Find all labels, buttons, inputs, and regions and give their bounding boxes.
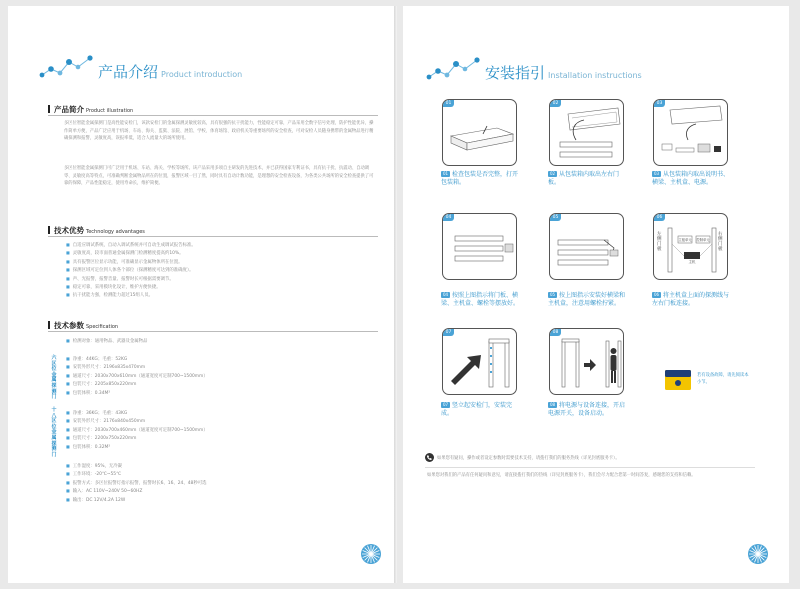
step-number: 08: [550, 329, 561, 336]
list-item: ■ 输入：AC 110V~240V 50~60HZ: [66, 487, 207, 495]
step-number: 02: [550, 100, 561, 107]
page-title-cn: 产品介绍: [98, 63, 159, 81]
service-text: 如果您有疑问，操作或者设定参数时需要技术支持，请拨打我们的服务热线（详见封底服务卡）。: [437, 456, 620, 461]
step-8-caption: 08 将电源与设备连接，开启电源开关，设备启动。: [548, 402, 626, 417]
list-item: ■ 声、光报警，报警音量、报警时长可根据需要调节。: [66, 275, 196, 283]
list-item: ■ 安装外形尺寸：2196x835x470mm: [66, 363, 208, 371]
list-item: ■ 通道尺寸：2030x700x460mm（通道宽度可定制700~1500mm）: [66, 426, 208, 434]
list-item: ■ 包装尺寸：2205x850x220mm: [66, 380, 208, 388]
list-item: ■ 工作湿度：95%，无冷凝: [66, 462, 207, 470]
tip-text: 若有设备故障，请先阅读本小节。: [697, 373, 749, 385]
page-corner-burst-icon: [747, 543, 769, 565]
divider: [48, 236, 378, 237]
model-b-specs: [66, 409, 208, 451]
step-number: 03: [654, 100, 665, 107]
section-heading-illustration: 产品简介 Product illustration: [48, 104, 133, 115]
step-5-image: [549, 213, 624, 280]
paragraph-1: 多区位智能金属探测门是高性能安检门，该款安检门的金属探测灵敏度较高，具有很强的抗干扰能力，性能稳定可靠，产品采用全数字信号处理，防护性能优异，操作简单方便，产品广泛应用于机场、车站、海关、监狱、法院、展馆、学校、体育场馆、政府机关等重要场所的安全检查，可对安检人员随身携带的金属物品进行精确探测和报警，灵敏度高，误报率低，适合人流量大的场所使用。: [64, 121, 374, 142]
list-item: ■ 包装尺寸：2200x750x220mm: [66, 434, 208, 442]
step-2-image: [549, 99, 624, 166]
right-page: [403, 6, 789, 583]
section-heading-advantages: 技术优势 Technology advantages: [48, 225, 145, 236]
page-fold: [394, 6, 397, 583]
list-item: ■ 自适应调试系统，自动入调试系统并可自动生成调试报告标准。: [66, 241, 196, 249]
step-7-caption: 07 竖立起安检门，安装完成。: [441, 402, 513, 417]
step-number: 04: [443, 214, 454, 221]
step-6-caption: 06 将主机盒上面的探测线与左右门板连接。: [652, 292, 730, 307]
page-title-cn: 安装指引: [485, 64, 546, 82]
spec-material: [66, 337, 147, 345]
step-5-caption: 05 按上图指示安装好横梁和主机盒，注意用螺栓拧紧。: [548, 292, 626, 307]
step-2-caption: 02 从包装箱内取出左右门板。: [548, 171, 620, 186]
molecule-logo-icon: [425, 56, 485, 82]
step-number: 01: [443, 100, 454, 107]
page-title-en: Installation instructions: [548, 71, 642, 80]
step-number: 05: [550, 214, 561, 221]
model-a-specs: [66, 355, 208, 397]
list-item: ■ 净重：44KG；毛重：52KG: [66, 355, 208, 363]
step-4-image: [442, 213, 517, 280]
step-number: 07: [443, 329, 454, 336]
step-number: 06: [654, 214, 665, 221]
list-item: ■ 工作环境：-20℃~55℃: [66, 470, 207, 478]
step-4-caption: 04 按照上图指示将门板、横梁、主机盒、螺栓等摆放好。: [441, 292, 520, 307]
diagram-module-2: 控制单元: [696, 238, 710, 242]
divider: [48, 331, 378, 332]
step-3-image: [653, 99, 728, 166]
list-item: ■ 净重：36KG；毛重：43KG: [66, 409, 208, 417]
step-3-caption: 03 从包装箱内取出说明书、横梁、主机盒、电源。: [652, 171, 730, 186]
common-specs: [66, 462, 207, 504]
divider: [48, 115, 378, 116]
page-title: [98, 61, 242, 82]
list-item: ■ 包装体积：0.34M³: [66, 389, 208, 397]
list-item: ■ 抗干扰能力强，检测能力超过15组人员。: [66, 291, 196, 299]
step-1-image: [442, 99, 517, 166]
advantages-list: [66, 241, 196, 300]
list-item: ■ 输出：DC 12V/4.2A 12W: [66, 496, 207, 504]
list-item: ■ 稳定可靠，采用模块化设计，维护方便快捷。: [66, 283, 196, 291]
page-title-en: Product introduction: [161, 70, 243, 79]
diagram-host: 主机: [688, 260, 696, 264]
list-item: ■ 探测区域可定位到人体各个部位（探测精度可达到的准确度）。: [66, 266, 196, 274]
divider: [425, 467, 755, 468]
page-title: [485, 62, 642, 83]
list-item: ■ 通道尺寸：2030x700x610mm（通道宽度可定制700~1500mm）: [66, 372, 208, 380]
step-8-image: [549, 328, 624, 395]
model-a-label: 六区位金属探测门: [51, 355, 57, 401]
list-item: ■ 包装体积：0.32M³: [66, 443, 208, 451]
diagram-module-1: 主板单元: [678, 238, 692, 242]
step-7-image: [442, 328, 517, 395]
model-b-label: 十八区位金属探测门: [51, 407, 57, 458]
left-page: [8, 6, 394, 583]
list-item: ■ 灵敏度高，较市面普通金属探测门检测精度提高约10%。: [66, 249, 196, 257]
step-1-caption: 01 检查包装是否完整，打开包装箱。: [441, 171, 519, 186]
page-corner-burst-icon: [360, 543, 382, 565]
molecule-logo-icon: [38, 54, 98, 80]
step-6-image: [653, 213, 728, 280]
list-item: ■ 安装外形尺寸：2176x840x450mm: [66, 417, 208, 425]
paragraph-2: 多区位智能金属探测门可广泛用于机场、车站、海关、学校等场所。该产品采用多项自主研发的先进技术，并已获得国家专利证书，具有抗干扰、抗震动、自动调零、灵敏度高等特点，可准确判断金属物品所在的位置，报警区域一目了然，同时具有自动计数功能，是理想的安全检查设备，为各类公共场所的安全检查提供了可靠的保障，产品性能稳定，使用寿命长，维护简便。: [64, 166, 374, 187]
list-item: ■ 检测对象：通用物品、武器及金属物品: [66, 337, 147, 345]
feedback-text: 如果您对我们的产品有任何疑问和意见，请直接拨打我们的热线（详见封底服务卡），我们会尽力配合您第一时间答复，感谢您的支持和信赖。: [427, 473, 696, 478]
diagram-right-door-label: 右侧门板: [718, 232, 723, 252]
diagram-left-door-label: 左侧门板: [657, 232, 662, 252]
phone-icon: [425, 453, 434, 462]
section-heading-specs: 技术参数 Specification: [48, 320, 118, 331]
warning-card-icon: [665, 370, 691, 390]
list-item: ■ 报警方式：多区位报警灯指示报警，报警时长6、16、24、48秒可选: [66, 479, 207, 487]
list-item: ■ 具有报警区位显示功能，可准确显示金属物体所在位置。: [66, 258, 196, 266]
